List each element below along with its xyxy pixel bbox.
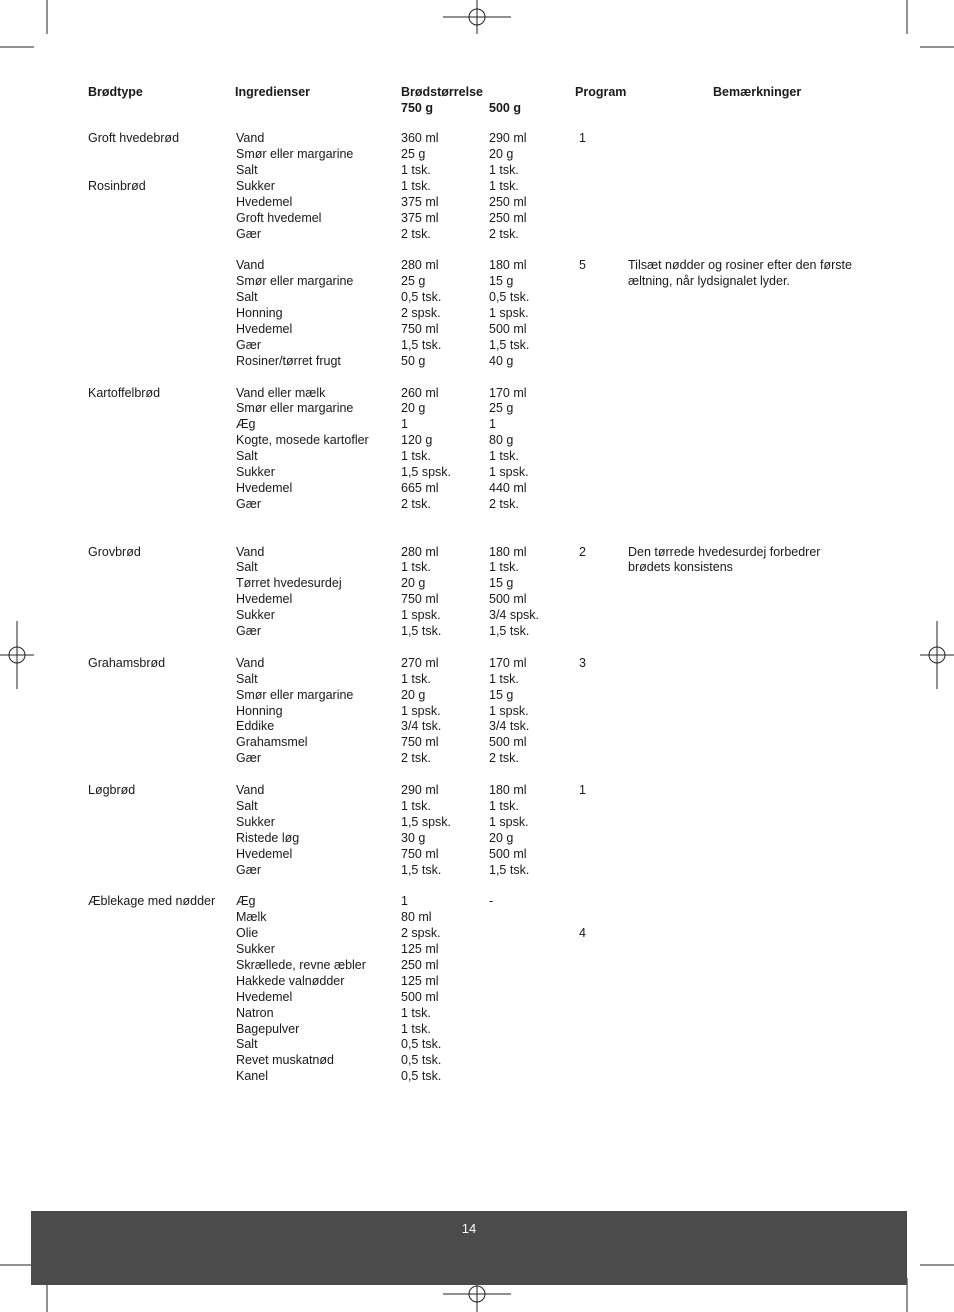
cell-program: 3 — [579, 656, 586, 670]
cell-amount-500g: 250 ml — [489, 211, 527, 225]
table-row — [0, 226, 954, 242]
cell-ingredient: Mælk — [236, 910, 267, 924]
cell-bread-type: Løgbrød — [88, 783, 136, 797]
cell-ingredient: Natron — [236, 1006, 274, 1020]
cell-amount-750g: 50 g — [401, 354, 426, 368]
cell-amount-500g: 1 spsk. — [489, 465, 529, 479]
cell-amount-750g: 750 ml — [401, 847, 439, 861]
table-row — [0, 973, 954, 989]
cell-amount-750g: 500 ml — [401, 990, 439, 1004]
cell-ingredient: Grahamsmel — [236, 735, 308, 749]
cell-ingredient: Sukker — [236, 179, 275, 193]
cell-bread-type: Rosinbrød — [88, 179, 146, 193]
cell-ingredient: Salt — [236, 799, 258, 813]
table-row — [0, 544, 954, 560]
table-row — [0, 734, 954, 750]
cell-amount-750g: 1 spsk. — [401, 608, 441, 622]
cell-amount-500g: 500 ml — [489, 735, 527, 749]
cell-amount-750g: 0,5 tsk. — [401, 1069, 442, 1083]
page-number: 14 — [461, 1221, 477, 1236]
cell-amount-500g: 1 tsk. — [489, 163, 519, 177]
cell-amount-750g: 1,5 tsk. — [401, 338, 442, 352]
table-row — [0, 130, 954, 146]
table-row — [0, 305, 954, 321]
cell-program: 5 — [579, 258, 586, 272]
cell-ingredient: Salt — [236, 672, 258, 686]
cell-amount-500g: 180 ml — [489, 258, 527, 272]
cell-ingredient: Eddike — [236, 719, 275, 733]
footer-bar — [31, 1211, 907, 1285]
cell-ingredient: Smør eller margarine — [236, 401, 354, 415]
cell-amount-750g: 2 tsk. — [401, 227, 431, 241]
cell-amount-500g: 1 tsk. — [489, 449, 519, 463]
cell-ingredient: Revet muskatnød — [236, 1053, 334, 1067]
cell-amount-750g: 375 ml — [401, 195, 439, 209]
table-row — [0, 957, 954, 973]
cell-program: 4 — [579, 926, 586, 940]
table-row — [0, 1068, 954, 1084]
cell-ingredient: Gær — [236, 227, 261, 241]
table-row — [0, 480, 954, 496]
cell-amount-500g: 25 g — [489, 401, 514, 415]
cell-amount-750g: 20 g — [401, 688, 426, 702]
cell-ingredient: Vand — [236, 545, 265, 559]
cell-amount-750g: 1 tsk. — [401, 163, 431, 177]
cell-amount-750g: 250 ml — [401, 958, 439, 972]
cell-amount-500g: 80 g — [489, 433, 514, 447]
cell-amount-500g: 170 ml — [489, 386, 527, 400]
cell-amount-750g: 1 tsk. — [401, 179, 431, 193]
cell-amount-500g: - — [489, 894, 494, 908]
table-row — [0, 289, 954, 305]
cell-ingredient: Kanel — [236, 1069, 268, 1083]
cell-ingredient: Hvedemel — [236, 847, 293, 861]
table-row — [0, 941, 954, 957]
cell-amount-750g: 665 ml — [401, 481, 439, 495]
cell-bread-type: Grovbrød — [88, 545, 141, 559]
cell-bread-type: Kartoffelbrød — [88, 386, 161, 400]
table-row — [0, 909, 954, 925]
cell-amount-750g: 750 ml — [401, 592, 439, 606]
cell-amount-750g: 2 tsk. — [401, 751, 431, 765]
table-row — [0, 432, 954, 448]
cell-ingredient: Ristede løg — [236, 831, 300, 845]
cell-amount-500g: 15 g — [489, 688, 514, 702]
table-row — [0, 416, 954, 432]
cell-amount-500g: 1 tsk. — [489, 179, 519, 193]
cell-amount-750g: 360 ml — [401, 131, 439, 145]
table-row — [0, 353, 954, 369]
cell-amount-750g: 750 ml — [401, 735, 439, 749]
cell-ingredient: Hvedemel — [236, 481, 293, 495]
cell-amount-750g: 1 tsk. — [401, 1006, 431, 1020]
cell-amount-500g: 500 ml — [489, 592, 527, 606]
cell-ingredient: Bagepulver — [236, 1022, 300, 1036]
header-ingredients: Ingredienser — [235, 85, 311, 99]
cell-amount-500g: 1 tsk. — [489, 672, 519, 686]
cell-program: 1 — [579, 131, 586, 145]
cell-ingredient: Smør eller margarine — [236, 147, 354, 161]
cell-amount-750g: 290 ml — [401, 783, 439, 797]
table-row — [0, 687, 954, 703]
table-row — [0, 862, 954, 878]
cell-amount-500g: 3/4 spsk. — [489, 608, 540, 622]
table-row — [0, 782, 954, 798]
table-row — [0, 337, 954, 353]
cell-amount-750g: 120 g — [401, 433, 433, 447]
table-row — [0, 178, 954, 194]
cell-ingredient: Gær — [236, 497, 261, 511]
cell-amount-500g: 500 ml — [489, 847, 527, 861]
cell-ingredient: Gær — [236, 751, 261, 765]
table-row — [0, 671, 954, 687]
cell-ingredient: Sukker — [236, 608, 275, 622]
cell-amount-750g: 20 g — [401, 576, 426, 590]
cell-amount-500g: 1,5 tsk. — [489, 624, 530, 638]
cell-amount-750g: 1 — [401, 417, 408, 431]
cell-ingredient: Gær — [236, 338, 261, 352]
cell-amount-500g: 15 g — [489, 274, 514, 288]
table-row — [0, 814, 954, 830]
cell-ingredient: Gær — [236, 624, 261, 638]
cell-amount-750g: 280 ml — [401, 545, 439, 559]
table-row — [0, 321, 954, 337]
cell-ingredient: Æg — [236, 894, 256, 908]
cell-ingredient: Hvedemel — [236, 322, 293, 336]
cell-amount-500g: 290 ml — [489, 131, 527, 145]
cell-amount-750g: 1,5 spsk. — [401, 815, 452, 829]
cell-ingredient: Honning — [236, 704, 283, 718]
cell-ingredient: Salt — [236, 560, 258, 574]
cell-amount-500g: 440 ml — [489, 481, 527, 495]
cell-amount-750g: 1 tsk. — [401, 449, 431, 463]
table-row — [0, 893, 954, 909]
cell-amount-500g: 1 spsk. — [489, 306, 529, 320]
cell-ingredient: Smør eller margarine — [236, 688, 354, 702]
table-row — [0, 607, 954, 623]
table-row — [0, 623, 954, 639]
cell-ingredient: Hvedemel — [236, 195, 293, 209]
cell-amount-500g: 15 g — [489, 576, 514, 590]
cell-amount-500g: 170 ml — [489, 656, 527, 670]
cell-ingredient: Sukker — [236, 942, 275, 956]
header-notes: Bemærkninger — [713, 85, 802, 99]
header-bread-size: Brødstørrelse — [401, 85, 483, 99]
cell-ingredient: Hvedemel — [236, 592, 293, 606]
table-row — [0, 464, 954, 480]
cell-amount-500g: 180 ml — [489, 545, 527, 559]
table-row — [0, 798, 954, 814]
cell-amount-750g: 260 ml — [401, 386, 439, 400]
cell-program: 1 — [579, 783, 586, 797]
cell-amount-750g: 1 tsk. — [401, 799, 431, 813]
cell-ingredient: Hakkede valnødder — [236, 974, 345, 988]
cell-amount-750g: 1 tsk. — [401, 560, 431, 574]
table-row — [0, 989, 954, 1005]
table-row — [0, 257, 954, 273]
cell-amount-750g: 1 — [401, 894, 408, 908]
table-row — [0, 496, 954, 512]
cell-amount-500g: 2 tsk. — [489, 497, 519, 511]
table-row — [0, 591, 954, 607]
cell-amount-500g: 1 spsk. — [489, 704, 529, 718]
cell-amount-750g: 2 spsk. — [401, 926, 441, 940]
table-row — [0, 210, 954, 226]
cell-ingredient: Salt — [236, 1037, 258, 1051]
cell-amount-500g: 2 tsk. — [489, 751, 519, 765]
cell-ingredient: Groft hvedemel — [236, 211, 322, 225]
cell-amount-500g: 1,5 tsk. — [489, 863, 530, 877]
cell-ingredient: Tørret hvedesurdej — [236, 576, 342, 590]
table-row — [0, 575, 954, 591]
cell-ingredient: Salt — [236, 163, 258, 177]
cell-bread-type: Grahamsbrød — [88, 656, 166, 670]
cell-ingredient: Skrællede, revne æbler — [236, 958, 366, 972]
table-row — [0, 1052, 954, 1068]
cell-program: 2 — [579, 545, 586, 559]
cell-amount-500g: 500 ml — [489, 322, 527, 336]
header-program: Program — [575, 85, 627, 99]
cell-amount-750g: 125 ml — [401, 974, 439, 988]
cell-amount-750g: 3/4 tsk. — [401, 719, 442, 733]
cell-amount-750g: 1 spsk. — [401, 704, 441, 718]
cell-amount-750g: 2 tsk. — [401, 497, 431, 511]
cell-amount-750g: 20 g — [401, 401, 426, 415]
cell-amount-500g: 180 ml — [489, 783, 527, 797]
cell-amount-750g: 2 spsk. — [401, 306, 441, 320]
cell-amount-500g: 1 tsk. — [489, 560, 519, 574]
cell-note: æltning, når lydsignalet lyder. — [628, 274, 790, 288]
table-row — [0, 1005, 954, 1021]
cell-ingredient: Rosiner/tørret frugt — [236, 354, 341, 368]
header-size-500: 500 g — [489, 101, 521, 115]
cell-bread-type: Groft hvedebrød — [88, 131, 180, 145]
cell-amount-750g: 750 ml — [401, 322, 439, 336]
cell-amount-500g: 3/4 tsk. — [489, 719, 530, 733]
cell-amount-500g: 20 g — [489, 831, 514, 845]
cell-amount-500g: 1 spsk. — [489, 815, 529, 829]
table-row — [0, 162, 954, 178]
cell-amount-750g: 80 ml — [401, 910, 432, 924]
cell-amount-750g: 1,5 tsk. — [401, 863, 442, 877]
cell-amount-500g: 1 tsk. — [489, 799, 519, 813]
cell-note: Tilsæt nødder og rosiner efter den første — [628, 258, 852, 272]
table-row — [0, 846, 954, 862]
table-row — [0, 1036, 954, 1052]
cell-amount-500g: 1 — [489, 417, 496, 431]
cell-amount-750g: 125 ml — [401, 942, 439, 956]
table-row — [0, 830, 954, 846]
header-size-750: 750 g — [401, 101, 433, 115]
table-row — [0, 1021, 954, 1037]
cell-amount-500g: 20 g — [489, 147, 514, 161]
cell-amount-750g: 1,5 spsk. — [401, 465, 452, 479]
cell-amount-750g: 1,5 tsk. — [401, 624, 442, 638]
cell-note: brødets konsistens — [628, 560, 733, 574]
table-row — [0, 194, 954, 210]
table-row — [0, 448, 954, 464]
cell-amount-750g: 25 g — [401, 147, 426, 161]
cell-ingredient: Salt — [236, 290, 258, 304]
cell-note: Den tørrede hvedesurdej forbedrer — [628, 545, 821, 559]
cell-ingredient: Olie — [236, 926, 259, 940]
cell-bread-type: Æblekage med nødder — [88, 894, 216, 908]
cell-amount-500g: 250 ml — [489, 195, 527, 209]
cell-amount-750g: 0,5 tsk. — [401, 1037, 442, 1051]
table-row — [0, 655, 954, 671]
cell-ingredient: Smør eller margarine — [236, 274, 354, 288]
cell-amount-750g: 0,5 tsk. — [401, 290, 442, 304]
cell-ingredient: Sukker — [236, 465, 275, 479]
header-bread-type: Brødtype — [88, 85, 143, 99]
cell-amount-750g: 280 ml — [401, 258, 439, 272]
cell-ingredient: Gær — [236, 863, 261, 877]
table-row — [0, 385, 954, 401]
table-row — [0, 400, 954, 416]
cell-amount-750g: 0,5 tsk. — [401, 1053, 442, 1067]
cell-ingredient: Vand — [236, 258, 265, 272]
cell-ingredient: Vand — [236, 656, 265, 670]
table-row — [0, 718, 954, 734]
table-row — [0, 559, 954, 575]
table-row — [0, 925, 954, 941]
cell-ingredient: Salt — [236, 449, 258, 463]
cell-ingredient: Hvedemel — [236, 990, 293, 1004]
cell-ingredient: Sukker — [236, 815, 275, 829]
cell-amount-750g: 270 ml — [401, 656, 439, 670]
cell-ingredient: Vand — [236, 131, 265, 145]
cell-ingredient: Vand — [236, 783, 265, 797]
cell-amount-750g: 1 tsk. — [401, 1022, 431, 1036]
cell-ingredient: Æg — [236, 417, 256, 431]
cell-amount-500g: 0,5 tsk. — [489, 290, 530, 304]
cell-ingredient: Honning — [236, 306, 283, 320]
cell-amount-750g: 30 g — [401, 831, 426, 845]
table-row — [0, 750, 954, 766]
cell-ingredient: Kogte, mosede kartofler — [236, 433, 369, 447]
table-row — [0, 273, 954, 289]
cell-amount-500g: 1,5 tsk. — [489, 338, 530, 352]
cell-amount-750g: 1 tsk. — [401, 672, 431, 686]
table-row — [0, 703, 954, 719]
cell-amount-500g: 2 tsk. — [489, 227, 519, 241]
cell-amount-750g: 25 g — [401, 274, 426, 288]
cell-ingredient: Vand eller mælk — [236, 386, 326, 400]
table-row — [0, 146, 954, 162]
cell-amount-500g: 40 g — [489, 354, 514, 368]
cell-amount-750g: 375 ml — [401, 211, 439, 225]
